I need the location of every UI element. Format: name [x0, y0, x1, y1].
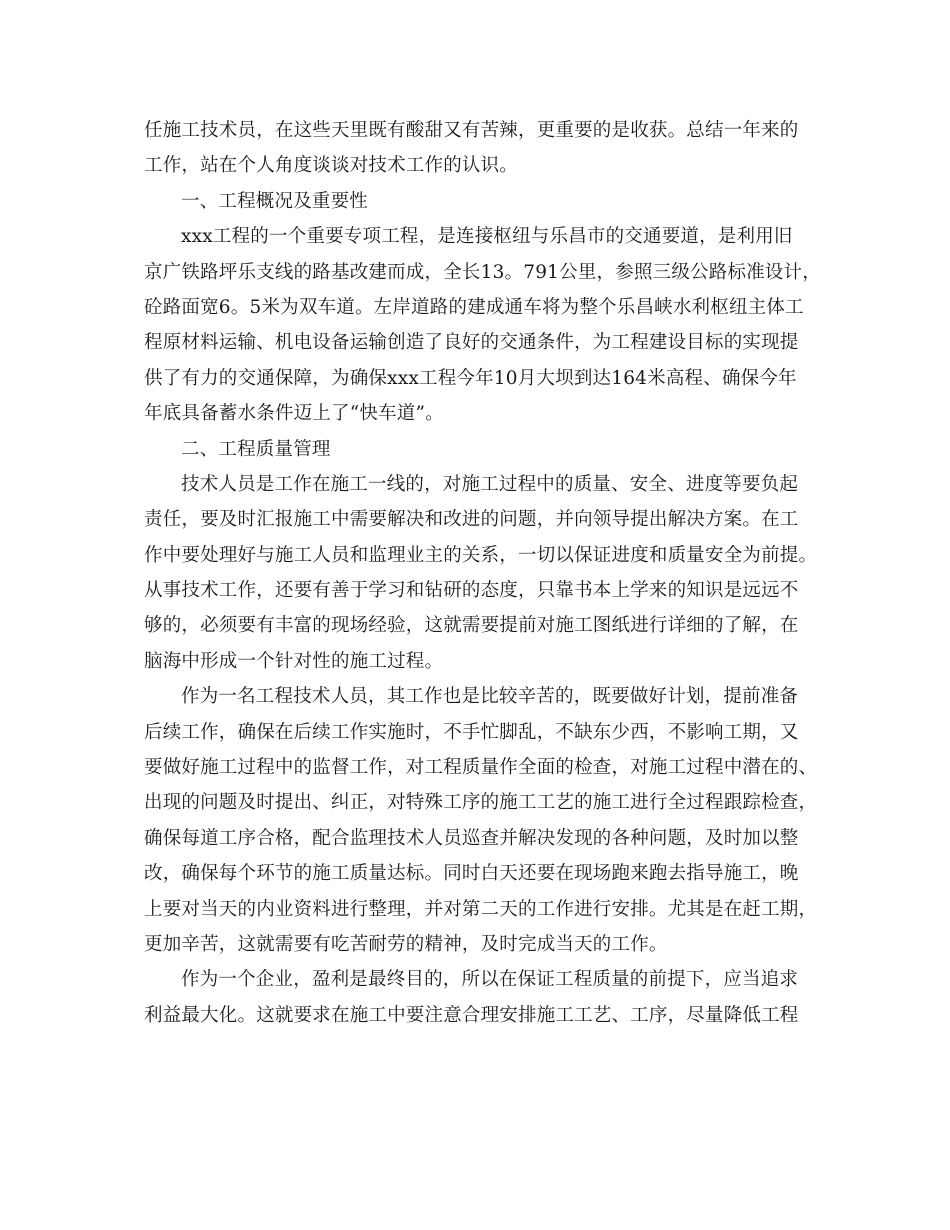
body-text-line: 利益最大化。这就要求在施工中要注意合理安排施工工艺、工序，尽量降低工程 — [144, 1004, 799, 1026]
body-text-line: 上要对当天的内业资料进行整理，并对第二天的工作进行安排。尤其是在赶工期， — [144, 898, 818, 920]
body-text-line: 出现的问题及时提出、纠正，对特殊工序的施工工艺的施工进行全过程跟踪检查， — [144, 792, 818, 814]
body-text-line: 工作，站在个人角度谈谈对技术工作的认识。 — [144, 155, 519, 177]
body-text-line: 确保每道工序合格，配合监理技术人员巡查并解决发现的各种问题，及时加以整 — [144, 827, 799, 849]
body-text-line: 够的，必须要有丰富的现场经验，这就需要提前对施工图纸进行详细的了解，在 — [144, 615, 799, 637]
body-text-line: 要做好施工过程中的监督工作，对工程质量作全面的检查，对施工过程中潜在的、 — [144, 757, 818, 779]
body-text-line: 作为一个企业，盈利是最终目的，所以在保证工程质量的前提下，应当追求 — [181, 969, 799, 991]
document-body — [144, 113, 821, 1033]
body-text-line: 后续工作，确保在后续工作实施时，不手忙脚乱，不缺东少西，不影响工期，又 — [144, 721, 799, 743]
body-text-line: 责任，要及时汇报施工中需要解决和改进的问题，并向领导提出解决方案。在工 — [144, 509, 799, 531]
body-text-line: 任施工技术员，在这些天里既有酸甜又有苦辣，更重要的是收获。总结一年来的 — [144, 120, 799, 141]
body-text-line: 改，确保每个环节的施工质量达标。同时白天还要在现场跑来跑去指导施工，晚 — [144, 863, 799, 885]
body-text-line: 脑海中形成一个针对性的施工过程。 — [144, 650, 444, 672]
body-text-line: 更加辛苦，这就需要有吃苦耐劳的精神，及时完成当天的工作。 — [144, 933, 668, 955]
body-text-line: 年底具备蓄水条件迈上了“快车道”。 — [144, 403, 444, 425]
body-text-line: 程原材料运输、机电设备运输创造了良好的交通条件，为工程建设目标的实现提 — [144, 332, 799, 354]
section-heading: 一、工程概况及重要性 — [181, 190, 369, 212]
body-text-line: xxx工程的一个重要专项工程，是连接枢纽与乐昌市的交通要道，是利用旧 — [181, 226, 793, 248]
body-text-line: 技术人员是工作在施工一线的，对施工过程中的质量、安全、进度等要负起 — [181, 473, 799, 495]
body-text-line: 作为一名工程技术人员，其工作也是比较辛苦的，既要做好计划，提前准备 — [181, 686, 799, 708]
section-heading: 二、工程质量管理 — [181, 438, 331, 460]
body-text-line: 作中要处理好与施工人员和监理业主的关系，一切以保证进度和质量安全为前提。 — [144, 544, 818, 566]
body-text-line: 砼路面宽6。5米为双车道。左岸道路的建成通车将为整个乐昌峡水利枢纽主体工 — [144, 296, 804, 318]
body-text-line: 供了有力的交通保障，为确保xxx工程今年10月大坝到达164米高程、确保今年 — [144, 367, 797, 389]
body-text-line: 京广铁路坪乐支线的路基改建而成，全长13。791公里，参照三级公路标准设计， — [144, 261, 821, 283]
body-text-line: 从事技术工作，还要有善于学习和钻研的态度，只靠书本上学来的知识是远远不 — [144, 580, 799, 602]
